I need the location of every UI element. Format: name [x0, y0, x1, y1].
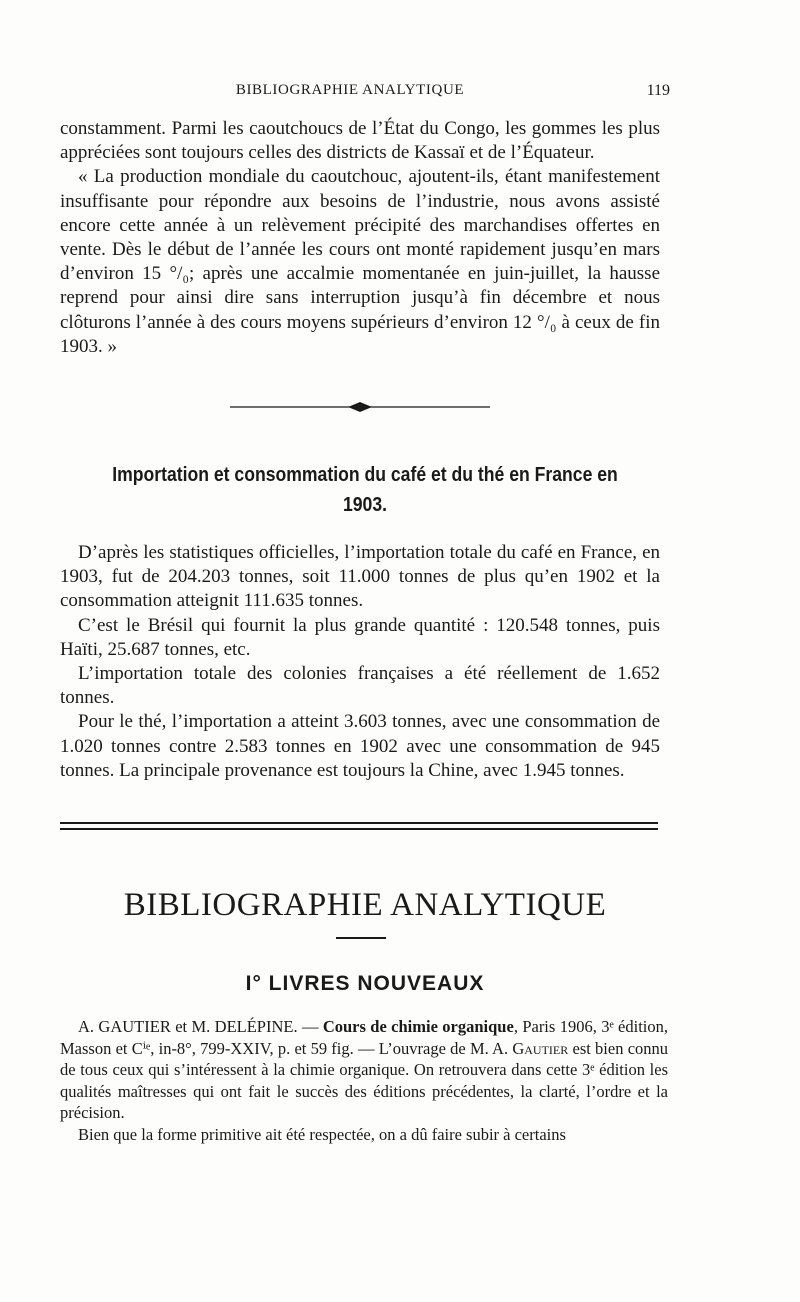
cafe-paragraph-1: D’après les statistiques officielles, l’importation totale du café en France, en 1903, fut de 204.203 tonnes, soit 11.000 tonnes de plus qu’en 1902 et la consommation atteignit 111.635 tonnes. [60, 542, 660, 612]
book-entry-paragraph [60, 1016, 668, 1124]
cafe-paragraph-2: C’est le Brésil qui fournit la plus grande quantité : 120.548 tonnes, puis Haïti, 25.687 tonnes, etc. [60, 614, 660, 660]
page-number: 119 [646, 82, 670, 99]
double-rule-divider [60, 820, 658, 832]
entry-publication: , Paris 1906, 3ᵉ édition, Masson et Cⁱᵉ, in-8°, 799-XXIV, p. et 59 fig. — L’ouvrage de M. A. [60, 1017, 668, 1058]
entry-author-ref: Gautier [512, 1038, 569, 1058]
section-heading: Importation et consommation du café et du thé en France en 1903. [112, 464, 618, 516]
cafe-paragraph-3: L’importation totale des colonies françaises a été réellement de 1.652 tonnes. [60, 663, 660, 709]
section-divider-ornament [230, 400, 490, 414]
cafe-paragraph-4: Pour le thé, l’importation a atteint 3.603 tonnes, avec une consommation de 1.020 tonnes contre 2.583 tonnes en 1902 avec une consommation de 945 tonnes. La principale provenance est toujours la Chine, avec 1.945 tonnes. [60, 711, 660, 781]
entry-book-title: Cours de chimie organique [322, 1017, 514, 1036]
title-underline [336, 937, 386, 939]
entry-review-continued: Bien que la forme primitive ait été respectée, on a dû faire subir à certains [78, 1124, 566, 1144]
entry-review: est bien connu de tous ceux qui s’intéressent à la chimie organique. On retrouvera dans cette 3ᵉ édition les qualités maîtresses qui ont fait le succès des éditions précédentes, la clarté, l’ordre et la précision. [60, 1038, 669, 1123]
running-title: BIBLIOGRAPHIE ANALYTIQUE [235, 82, 465, 98]
entry-authors: A. GAUTIER et M. DELÉPINE. — [78, 1017, 319, 1036]
book-entry [60, 1016, 668, 1146]
continuation-paragraph-2: « La production mondiale du caoutchouc, ajoutent-ils, étant manifestement insuffisante pour répondre aux besoins de l’industrie, nous avons assisté encore cette année à un relèvement précipité des marchandises offertes en vente. Dès le début de l’année les cours ont monté rapidement jusqu’en mars d’environ 15 °/₀; après une accalmie momentanée en juin-juillet, la hausse reprend pour ainsi dire sans interruption jusqu’à fin décembre et nous clôturons l’année à des cours moyens supérieurs d’environ 12 °/₀ à ceux de fin 1903. » [60, 166, 660, 357]
new-books-heading: I° LIVRES NOUVEAUX [245, 972, 485, 995]
continuation-paragraph-1: constamment. Parmi les caoutchoucs de l’État du Congo, les gommes les plus appréciées sont toujours celles des districts de Kassaï et de l’Équateur. [60, 118, 660, 164]
cafe-section-body [60, 541, 660, 783]
bibliography-title: BIBLIOGRAPHIE ANALYTIQUE [123, 887, 607, 923]
continuation-text [60, 117, 660, 359]
running-head [60, 82, 670, 106]
